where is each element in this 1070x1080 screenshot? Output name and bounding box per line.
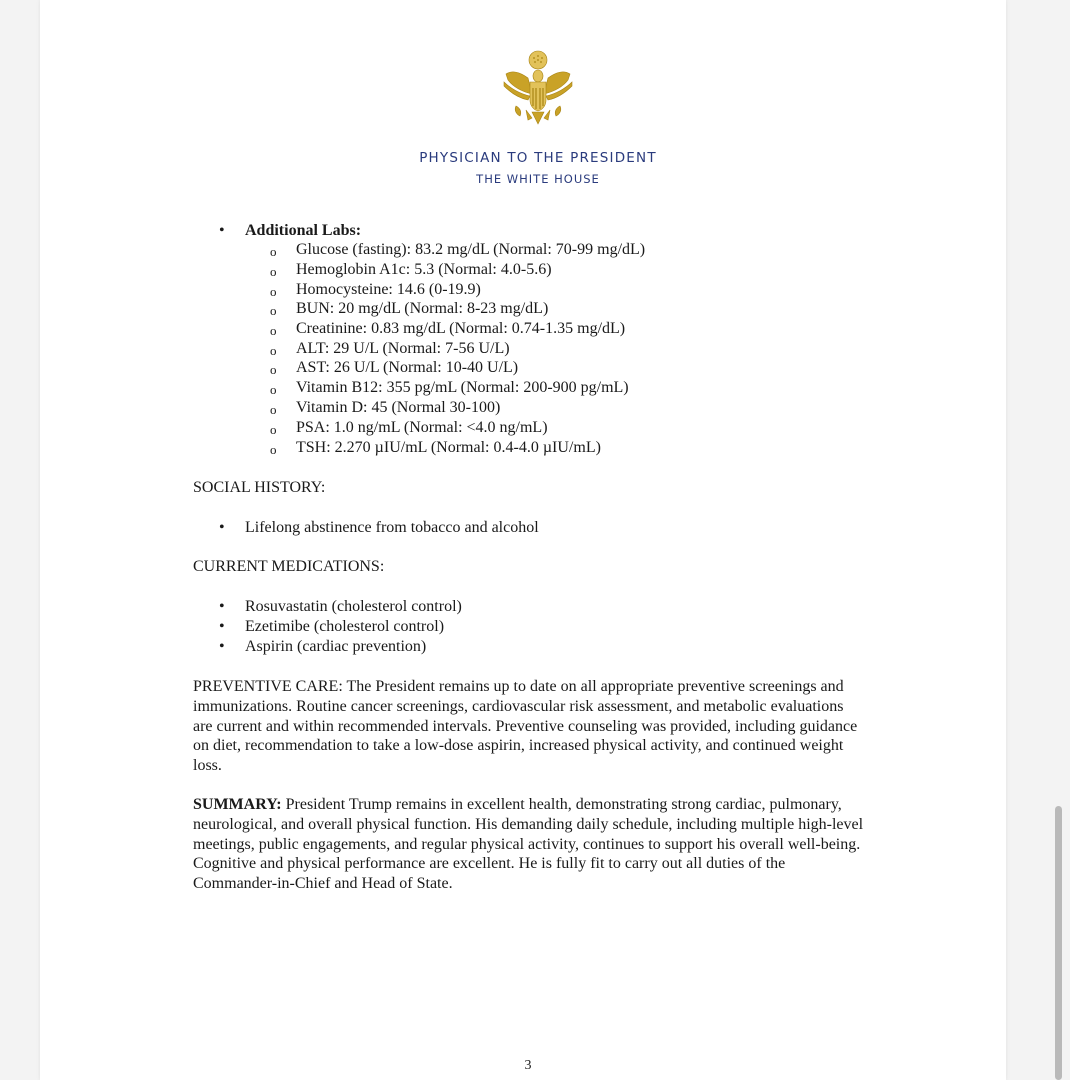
presidential-seal-eagle-icon xyxy=(498,48,578,128)
bullet-icon: • xyxy=(219,618,225,635)
page-number: 3 xyxy=(524,1058,532,1073)
lab-item: Creatinine: 0.83 mg/dL (Normal: 0.74-1.35 mg/dL) xyxy=(296,320,626,337)
lab-item: AST: 26 U/L (Normal: 10-40 U/L) xyxy=(296,359,519,376)
medication-item: Rosuvastatin (cholesterol control) xyxy=(245,598,462,615)
lab-item: Vitamin B12: 355 pg/mL (Normal: 200-900 pg/mL) xyxy=(296,379,629,396)
circle-bullet-icon: o xyxy=(270,402,277,417)
preventive-care-paragraph: PREVENTIVE CARE: The President remains up to date on all appropriate preventive screenings and immunizations. Routine cancer screenings, cardiovascular risk assessment, and metabolic evaluations are current and within recommended intervals. Preventive counseling was provided, including guidance on diet, recommendation to take a low-dose aspirin, increased physical activity, and continued weight loss. xyxy=(193,678,858,775)
circle-bullet-icon: o xyxy=(270,323,277,338)
scrollbar-thumb[interactable] xyxy=(1055,806,1062,1080)
bullet-icon: • xyxy=(219,222,225,239)
lab-item: Vitamin D: 45 (Normal 30-100) xyxy=(296,399,501,416)
lab-item: PSA: 1.0 ng/mL (Normal: <4.0 ng/mL) xyxy=(296,419,548,436)
circle-bullet-icon: o xyxy=(270,362,277,377)
circle-bullet-icon: o xyxy=(270,303,277,318)
circle-bullet-icon: o xyxy=(270,284,277,299)
bullet-icon: • xyxy=(219,598,225,615)
lab-item: Homocysteine: 14.6 (0-19.9) xyxy=(296,281,481,298)
circle-bullet-icon: o xyxy=(270,442,277,457)
lab-item: Hemoglobin A1c: 5.3 (Normal: 4.0-5.6) xyxy=(296,261,552,278)
bullet-icon: • xyxy=(219,519,225,536)
summary-text: President Trump remains in excellent health, demonstrating strong cardiac, pulmonary, neurological, and overall physical function. His demanding daily schedule, including multiple high-level meetings, public engagements, and regular physical activity, continues to support his overall well-being. Cognitive and physical performance are excellent. He is fully fit to carry out all duties of the Commander-in-Chief and Head of State. xyxy=(193,796,864,893)
medications-heading: CURRENT MEDICATIONS: xyxy=(193,558,385,575)
social-history-item: Lifelong abstinence from tobacco and alcohol xyxy=(245,519,539,536)
lab-item: TSH: 2.270 µIU/mL (Normal: 0.4-4.0 µIU/mL) xyxy=(296,439,601,456)
circle-bullet-icon: o xyxy=(270,382,277,397)
summary-label: SUMMARY: xyxy=(193,796,282,813)
medication-item: Aspirin (cardiac prevention) xyxy=(245,638,427,655)
letterhead-title: PHYSICIAN TO THE PRESIDENT xyxy=(419,150,657,166)
circle-bullet-icon: o xyxy=(270,244,277,259)
lab-item: ALT: 29 U/L (Normal: 7-56 U/L) xyxy=(296,340,510,357)
labs-heading: Additional Labs: xyxy=(245,222,362,239)
medication-item: Ezetimibe (cholesterol control) xyxy=(245,618,445,635)
lab-item: BUN: 20 mg/dL (Normal: 8-23 mg/dL) xyxy=(296,300,549,317)
circle-bullet-icon: o xyxy=(270,264,277,279)
circle-bullet-icon: o xyxy=(270,343,277,358)
circle-bullet-icon: o xyxy=(270,422,277,437)
bullet-icon: • xyxy=(219,638,225,655)
letterhead-subtitle: THE WHITE HOUSE xyxy=(476,172,600,186)
social-history-heading: SOCIAL HISTORY: xyxy=(193,479,326,496)
summary-paragraph xyxy=(193,795,865,894)
lab-item: Glucose (fasting): 83.2 mg/dL (Normal: 70-99 mg/dL) xyxy=(296,241,646,258)
